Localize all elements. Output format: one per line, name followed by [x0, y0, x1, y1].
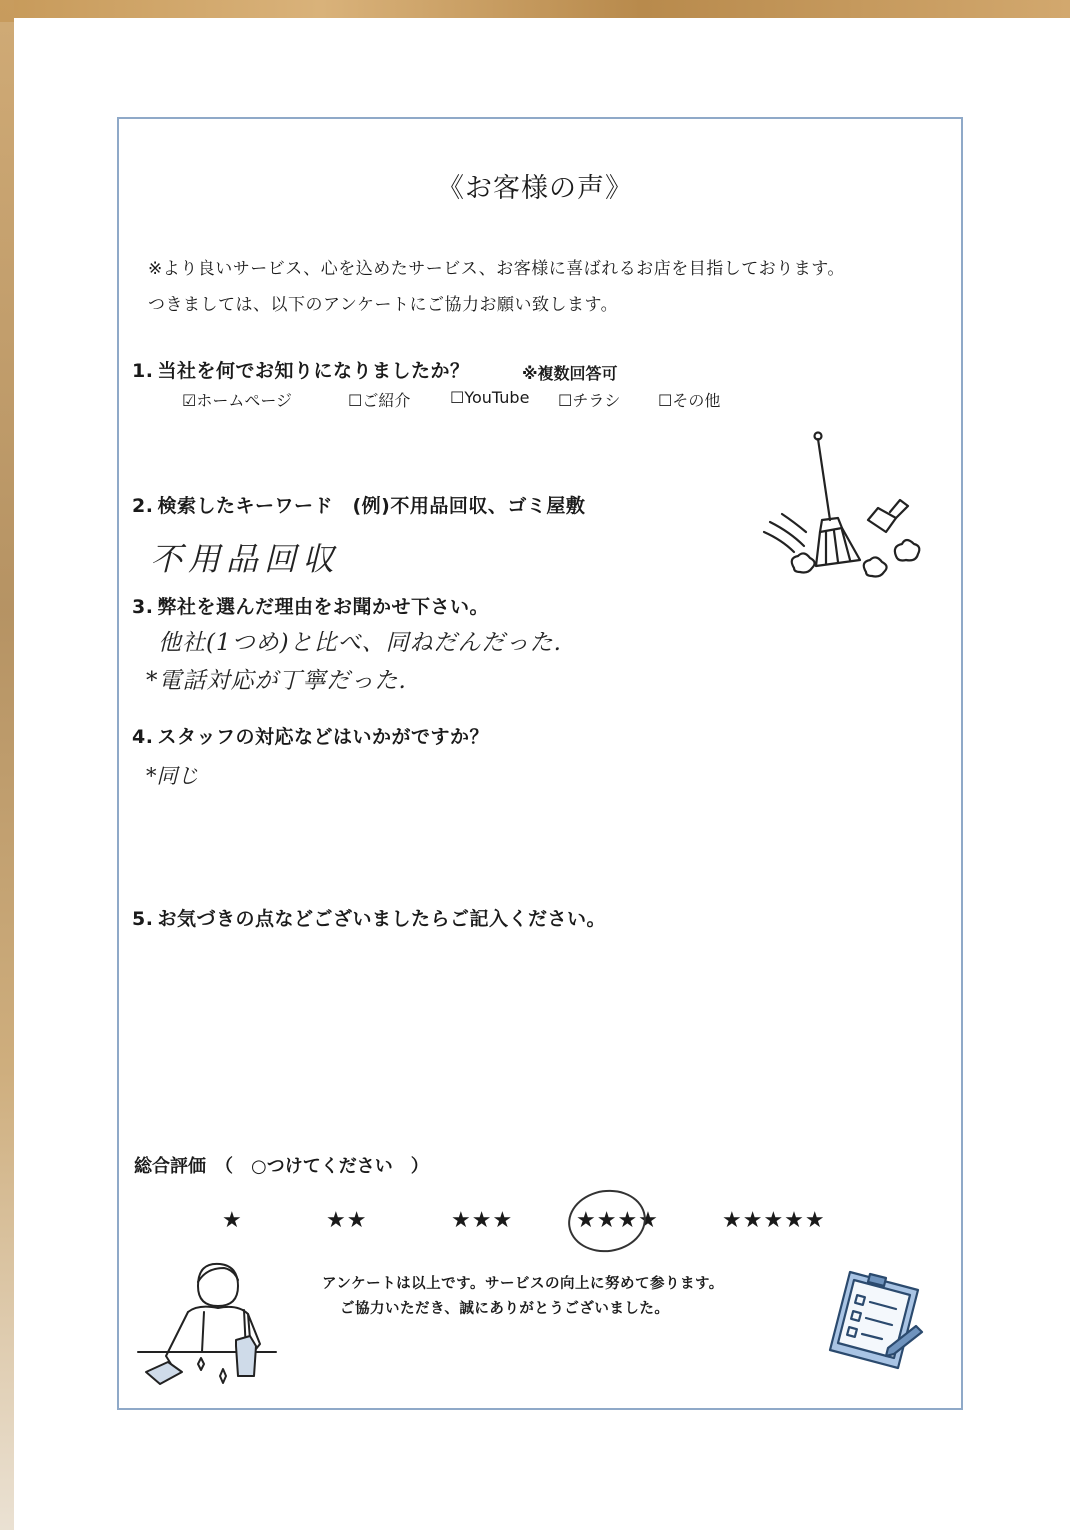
- answer-3-line-2[interactable]: *電話対応が丁寧だった.: [146, 668, 407, 694]
- rating-3-stars[interactable]: ★★★: [451, 1208, 514, 1233]
- option-youtube[interactable]: [450, 388, 529, 407]
- thanks-line-2: ご協力いただき、誠にありがとうございました。: [340, 1301, 670, 1317]
- rating-4-stars[interactable]: ★★★★: [576, 1208, 659, 1233]
- checkbox-icon[interactable]: ☐: [348, 391, 363, 410]
- rating-1-star[interactable]: ★: [222, 1208, 243, 1233]
- broom-dustpan-icon: [760, 428, 935, 588]
- answer-3-line-1[interactable]: 他社(1つめ)と比べ、同ねだんだった.: [158, 630, 562, 656]
- question-3: [132, 592, 489, 619]
- option-label: ご紹介: [362, 391, 411, 410]
- answer-4-handwritten[interactable]: *同じ: [146, 764, 199, 788]
- option-label: チラシ: [572, 391, 621, 410]
- question-4: [132, 722, 489, 749]
- question-2-text: 検索したキーワード (例)不用品回収、ゴミ屋敷: [157, 495, 586, 517]
- question-4-number: 4.: [132, 726, 154, 748]
- checkbox-icon[interactable]: ☐: [558, 391, 573, 410]
- rating-2-stars[interactable]: ★★: [326, 1208, 368, 1233]
- thanks-line-1: アンケートは以上です。サービスの向上に努めて参ります。: [322, 1276, 724, 1292]
- cleaning-staff-icon: [138, 1256, 280, 1392]
- rating-title: 総合評価 （ ○つけてください ）: [134, 1156, 429, 1177]
- question-3-text: 弊社を選んだ理由をお聞かせ下さい。: [157, 596, 489, 618]
- question-4-text: スタッフの対応などはいかがですか？: [157, 726, 489, 748]
- rating-5-stars[interactable]: ★★★★★: [722, 1208, 826, 1233]
- option-label: その他: [672, 391, 721, 410]
- question-1-note: ※複数回答可: [522, 364, 618, 383]
- answer-2-handwritten[interactable]: 不用品回収: [150, 540, 341, 578]
- table-surface-left: [0, 0, 14, 1530]
- checkbox-icon[interactable]: ☐: [658, 391, 673, 410]
- question-1-text: 当社を何でお知りになりましたか？: [157, 360, 470, 382]
- question-1-number: 1.: [132, 360, 154, 382]
- question-2-number: 2.: [132, 495, 154, 517]
- question-1: [132, 356, 469, 383]
- question-5: [132, 904, 606, 931]
- option-label: YouTube: [464, 388, 530, 407]
- option-label: ホームページ: [196, 391, 293, 410]
- page-title: 《お客様の声》: [437, 173, 633, 204]
- option-flyer[interactable]: [558, 388, 620, 411]
- clipboard-checklist-icon: [826, 1268, 926, 1372]
- checkbox-icon[interactable]: ☐: [450, 388, 465, 407]
- question-3-number: 3.: [132, 596, 154, 618]
- question-2: [132, 491, 585, 518]
- question-5-text: お気づきの点などございましたらご記入ください。: [157, 908, 606, 930]
- checkbox-checked-icon[interactable]: ☑: [182, 391, 197, 410]
- option-other[interactable]: [658, 388, 720, 411]
- question-5-number: 5.: [132, 908, 154, 930]
- option-referral[interactable]: [348, 388, 410, 411]
- option-homepage[interactable]: [182, 388, 292, 411]
- intro-line-2: つきましては、以下のアンケートにご協力お願い致します。: [148, 295, 619, 315]
- intro-line-1: ※より良いサービス、心を込めたサービス、お客様に喜ばれるお店を目指しております。: [148, 259, 845, 279]
